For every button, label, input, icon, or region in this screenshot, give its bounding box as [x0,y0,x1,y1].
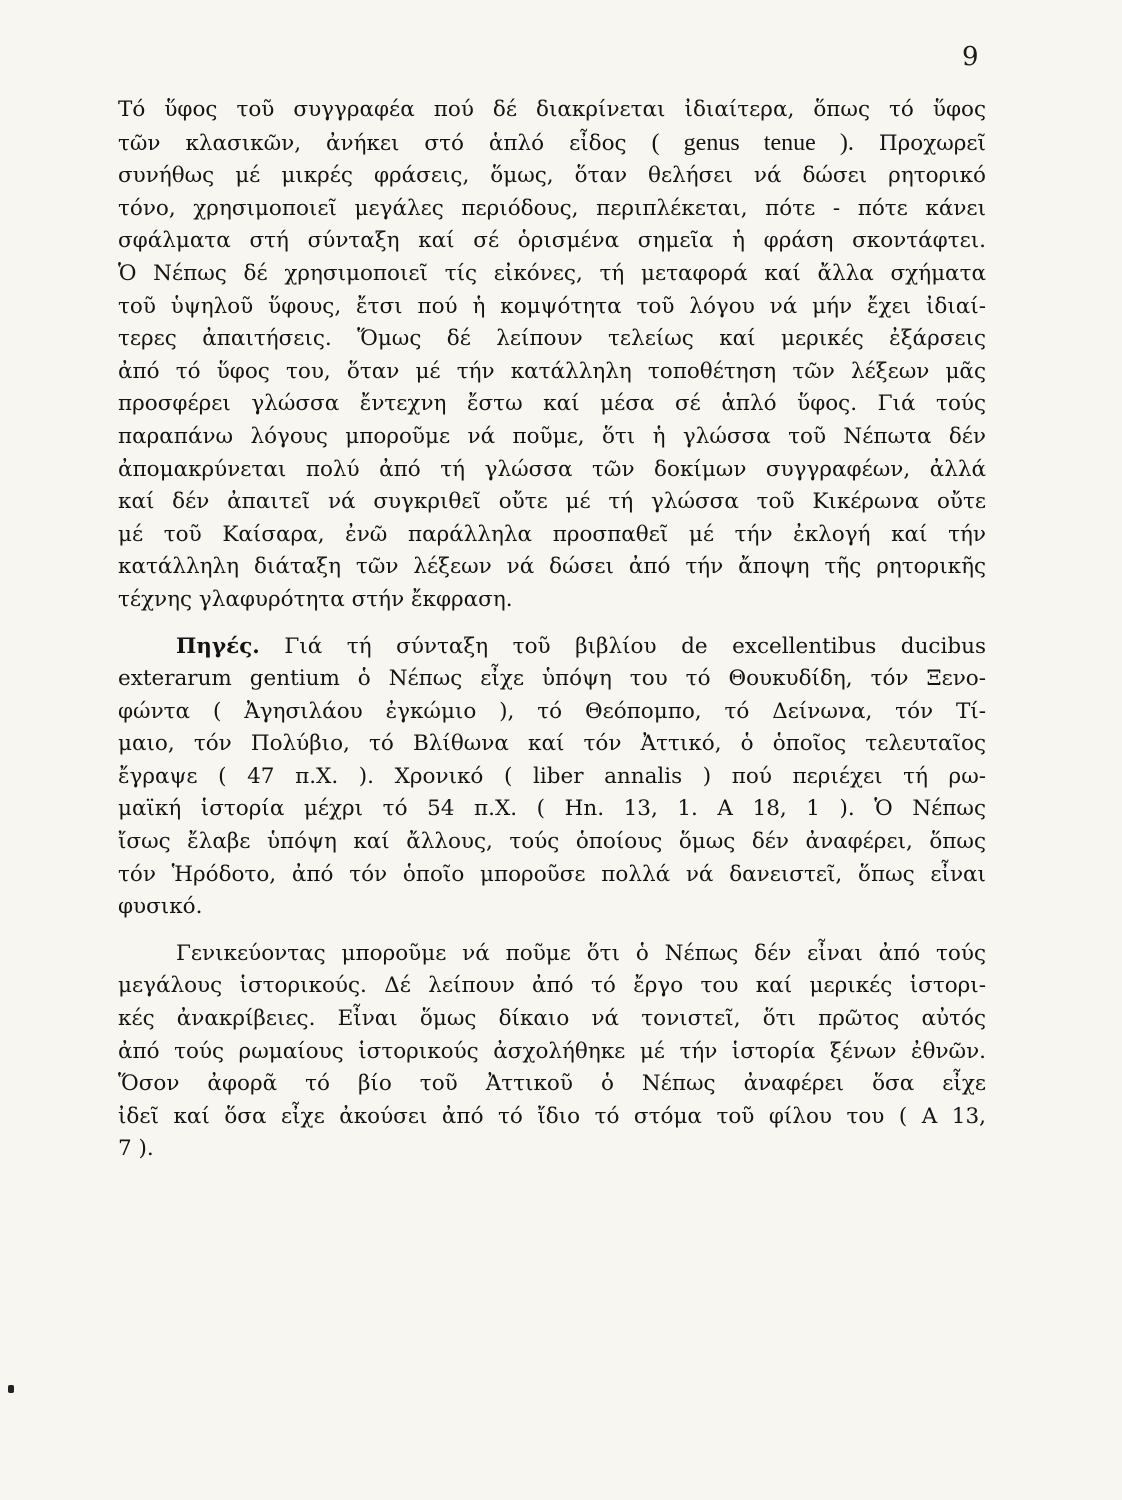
text-line: τόν Ἡρόδοτο, ἀπό τόν ὁποῖο μποροῦσε πολλά νά δανειστεῖ, ὅπως εἶναι [118,861,986,887]
paragraph-gap [118,617,986,631]
text-line: παραπάνω λόγους μποροῦμε νά ποῦμε, ὅτι ἡ γλώσσα τοῦ Νέπωτα δέν [118,423,986,449]
text-line: συνήθως μέ μικρές φράσεις, ὅμως, ὅταν θελήσει νά δώσει ρητορικό [118,163,986,189]
text-line: ἀπομακρύνεται πολύ ἀπό τή γλώσσα τῶν δοκίμων συγγραφέων, ἀλλά [118,456,986,482]
text-line: ἔγραψε ( 47 π.Χ. ). Χρονικό ( liber annalis ) πού περιέχει τή ρω- [118,763,986,789]
text-line: τόνο, χρησιμοποιεῖ μεγάλες περιόδους, περιπλέκεται, πότε - πότε κάνει [118,195,986,221]
text-line: τερες ἀπαιτήσεις. Ὅμως δέ λείπουν τελείως καί μερικές ἐξάρσεις [118,326,986,352]
ink-mark [8,1385,14,1393]
text-line [118,631,986,664]
page-number: 9 [962,42,979,72]
text-line: φυσικό. [118,894,203,920]
text-line [118,127,986,161]
text-line: τέχνης γλαφυρότητα στήν ἔκφραση. [118,586,513,612]
text-line: Ὅσον ἀφορᾶ τό βίο τοῦ Ἀττικοῦ ὁ Νέπως ἀναφέρει ὅσα εἶχε [118,1071,986,1097]
text-line: Τό ὕφος τοῦ συγγραφέα πού δέ διακρίνεται ἰδιαίτερα, ὅπως τό ὕφος [118,97,986,122]
text-line: ἰδεῖ καί ὅσα εἶχε ἀκούσει ἀπό τό ἴδιο τό στόμα τοῦ φίλου του ( A 13, [118,1103,986,1129]
text-line: μεγάλους ἱστορικούς. Δέ λείπουν ἀπό τό ἔργο του καί μερικές ἱστορι- [118,973,986,999]
text-line: φώντα ( Ἀγησιλάου ἐγκώμιο ), τό Θεόπομπο, τό Δείνωνα, τόν Τί- [118,698,986,724]
text-line: καί δέν ἀπαιτεῖ νά συγκριθεῖ οὔτε μέ τή γλώσσα τοῦ Κικέρωνα οὔτε [118,489,986,515]
paragraph-sources [118,631,986,924]
text-segment: Προχωρεῖ [878,130,986,156]
section-heading: Πηγές. [176,633,260,659]
text-line: προσφέρει γλώσσα ἔντεχνη ἔστω καί μέσα σέ ἁπλό ὕφος. Γιά τούς [118,391,986,417]
text-line: ἴσως ἔλαβε ὑπόψη καί ἄλλους, τούς ὁποίους ὅμως δέν ἀναφέρει, ὅπως [118,829,986,855]
text-line: μέ τοῦ Καίσαρα, ἐνῶ παράλληλα προσπαθεῖ μέ τήν ἐκλογή καί τήν [118,521,986,547]
text-segment: Γιά τή σύνταξη τοῦ βιβλίου de excellentibus ducibus [284,633,986,659]
paragraph-style [118,94,986,617]
text-line: μαιο, τόν Πολύβιο, τό Βλίθωνα καί τόν Ἀττικό, ὁ ὁποῖος τελευταῖος [118,731,986,757]
text-line: 7 ). [118,1136,154,1162]
paragraph-gap [118,924,986,938]
latin-term: ( genus tenue ). [651,129,854,156]
text-line: σφάλματα στή σύνταξη καί σέ ὁρισμένα σημεῖα ἡ φράση σκοντάφτει. [118,228,986,254]
text-line: κές ἀνακρίβειες. Εἶναι ὅμως δίκαιο νά τονιστεῖ, ὅτι πρῶτος αὐτός [118,1006,986,1032]
body-text [118,94,986,1166]
text-segment: τῶν κλασικῶν, ἀνήκει στό ἁπλό εἶδος [118,130,627,156]
text-line: κατάλληλη διάταξη τῶν λέξεων νά δώσει ἀπό τήν ἄποψη τῆς ρητορικῆς [118,554,986,580]
paragraph-conclusion [118,938,986,1166]
text-line: ἀπό τό ὕφος του, ὅταν μέ τήν κατάλληλη τοποθέτηση τῶν λέξεων μᾶς [118,358,986,384]
text-line: Γενικεύοντας μποροῦμε νά ποῦμε ὅτι ὁ Νέπως δέν εἶναι ἀπό τούς [176,940,986,966]
text-line: τοῦ ὑψηλοῦ ὕφους, ἔτσι πού ἡ κομψότητα τοῦ λόγου νά μήν ἔχει ἰδιαί- [118,293,986,319]
text-line: μαϊκή ἱστορία μέχρι τό 54 π.Χ. ( Hn. 13, 1. A 18, 1 ). Ὁ Νέπως [118,796,986,822]
text-line: ἀπό τούς ρωμαίους ἱστορικούς ἀσχολήθηκε μέ τήν ἱστορία ξένων ἐθνῶν. [118,1038,986,1064]
text-line: Ὁ Νέπως δέ χρησιμοποιεῖ τίς εἰκόνες, τή μεταφορά καί ἄλλα σχήματα [118,260,986,286]
text-line: exterarum gentium ὁ Νέπως εἶχε ὑπόψη του τό Θουκυδίδη, τόν Ξενο- [118,666,986,692]
